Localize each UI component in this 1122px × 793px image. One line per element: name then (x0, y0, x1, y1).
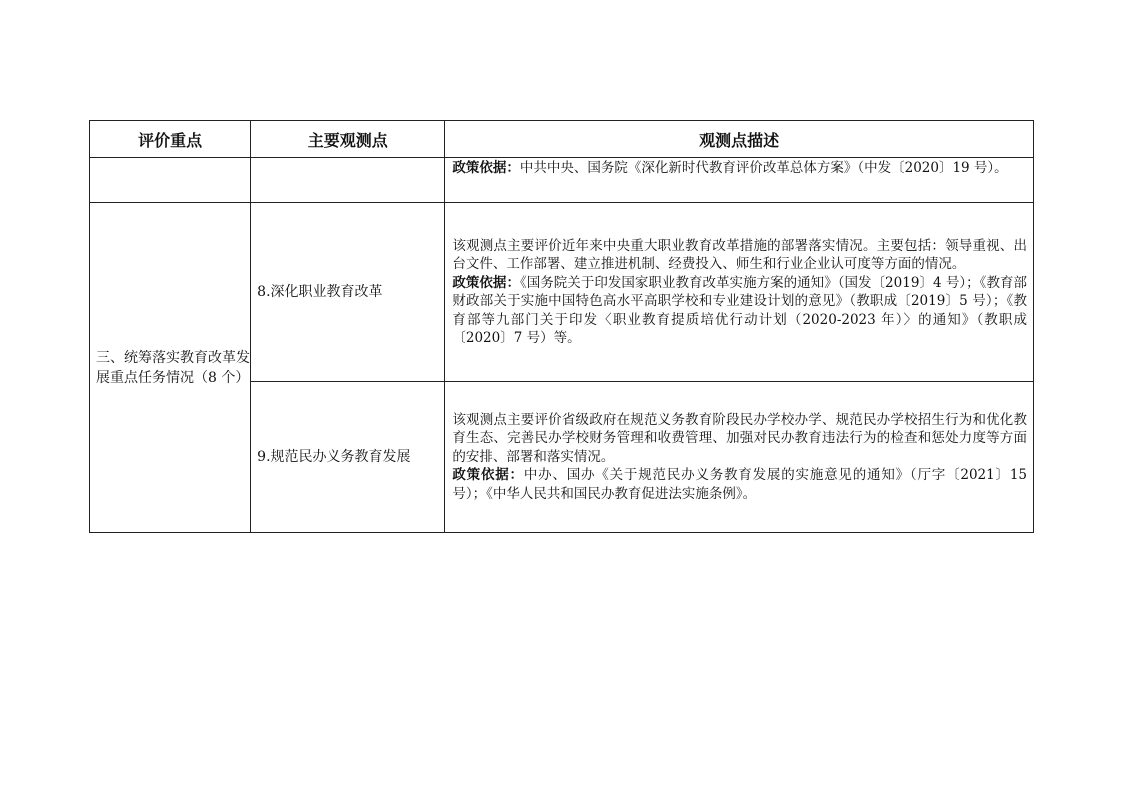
header-description: 观测点描述 (445, 121, 1034, 158)
continuation-point-cell (251, 158, 445, 203)
description-text: 该观测点主要评价省级政府在规范义务教育阶段民办学校办学、规范民办学校招生行为和优化教育生态、完善民办学校财务管理和收费管理、加强对民办教育违法行为的检查和惩处力度等方面的安排、部署和落实情况。 (452, 411, 1027, 465)
observation-point-label: 8.深化职业教育改革 (257, 284, 383, 300)
description-text: 该观测点主要评价近年来中央重大职业教育改革措施的部署落实情况。主要包括：领导重视、出台文件、工作部署、建立推进机制、经费投入、师生和行业企业认可度等方面的情况。 (452, 237, 1027, 272)
basis-label: 政策依据： (452, 467, 524, 484)
basis-label: 政策依据： (452, 274, 520, 291)
continuation-description-cell (445, 158, 1034, 203)
observation-description (445, 411, 1033, 504)
policy-basis (452, 274, 1027, 348)
observation-description (445, 237, 1033, 348)
basis-text: 《国务院关于印发国家职业教育改革实施方案的通知》（国发〔2019〕4 号）；《教育部 财政部关于实施中国特色高水平高职学校和专业建设计划的意见》（教职成〔2019〕5 号）；《教育部等九部门关于印发〈职业教育提质培优行动计划（2020-2023 年）〉的通知》（教职成〔2020〕7 号）等。 (452, 274, 1027, 346)
table-header-row (90, 121, 1034, 158)
evaluation-table (89, 120, 1034, 533)
basis-text: 中办、国办《关于规范民办义务教育发展的实施意见的通知》（厅字〔2021〕15 号）；《中华人民共和国民办教育促进法实施条例》。 (452, 467, 1027, 502)
observation-point-label: 9.规范民办义务教育发展 (257, 449, 411, 465)
table-row (90, 203, 1034, 382)
policy-basis (452, 466, 1027, 503)
observation-point-cell (251, 382, 445, 533)
observation-point-cell (251, 203, 445, 382)
continuation-basis (445, 158, 1033, 178)
section-criteria-cell (90, 203, 251, 533)
continuation-criteria-cell (90, 158, 251, 203)
header-criteria: 评价重点 (90, 121, 251, 158)
observation-description-cell (445, 203, 1034, 382)
header-main-point: 主要观测点 (251, 121, 445, 158)
observation-description-cell (445, 382, 1034, 533)
section-criteria-text: 三、统筹落实教育改革发展重点任务情况（8 个） (96, 349, 250, 386)
table-row-continuation (90, 158, 1034, 203)
basis-text: 中共中央、国务院《深化新时代教育评价改革总体方案》（中发〔2020〕19 号）。 (519, 160, 1008, 176)
basis-label: 政策依据： (452, 160, 520, 176)
